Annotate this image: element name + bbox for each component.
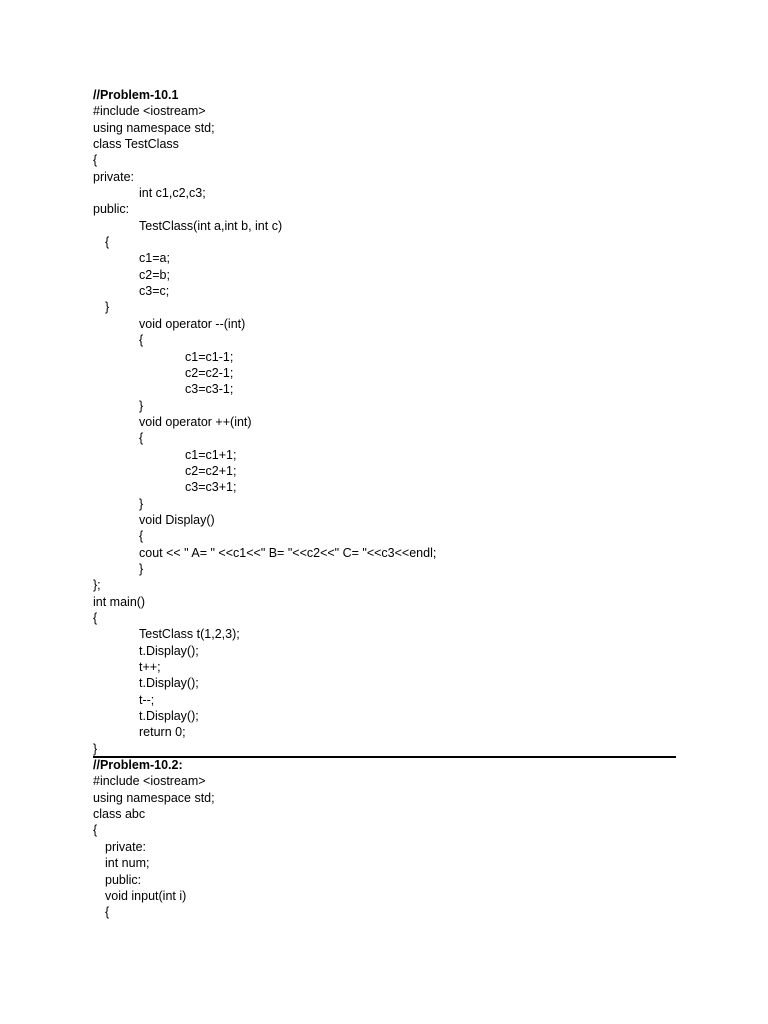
code-line: cout << " A= " <<c1<<" B= "<<c2<<" C= "<<c3<<endl; [139, 545, 437, 560]
code-line: void Display() [139, 512, 215, 527]
code-line: #include <iostream> [93, 104, 206, 119]
code-line: } [139, 561, 144, 576]
code-line: { [105, 905, 110, 920]
problem-heading: //Problem-10.2: [93, 758, 183, 773]
code-line: class TestClass [93, 137, 179, 152]
problem-heading: //Problem-10.1 [93, 88, 179, 102]
code-line: int c1,c2,c3; [139, 186, 206, 201]
code-line: t.Display(); [139, 676, 199, 691]
code-line: void input(int i) [105, 888, 187, 903]
code-line: int num; [105, 856, 150, 871]
code-line: { [105, 235, 110, 250]
code-line: t.Display(); [139, 643, 199, 658]
code-line: c2=b; [139, 267, 170, 282]
code-line: } [139, 398, 144, 413]
code-line: t.Display(); [139, 709, 199, 724]
code-line: { [139, 431, 144, 446]
code-line: c1=c1-1; [185, 349, 234, 364]
code-line: void operator ++(int) [139, 414, 252, 429]
code-line: using namespace std; [93, 790, 215, 805]
code-line: TestClass(int a,int b, int c) [139, 218, 283, 233]
code-line: using namespace std; [93, 120, 215, 135]
code-line: { [93, 153, 98, 168]
code-line: class abc [93, 807, 146, 822]
code-line: }; [93, 578, 101, 593]
code-line: public: [105, 872, 142, 887]
code-line: c1=c1+1; [185, 447, 237, 462]
code-line: } [93, 741, 98, 756]
code-line: { [93, 823, 98, 838]
code-line: int main() [93, 594, 146, 609]
code-line: c3=c; [139, 284, 170, 299]
code-line: private: [105, 839, 146, 854]
code-line: void operator --(int) [139, 316, 246, 331]
code-listing [93, 87, 676, 921]
code-line: c3=c3+1; [185, 480, 237, 495]
code-line: { [93, 611, 98, 625]
code-line: t--; [139, 692, 155, 707]
code-line: { [139, 333, 144, 348]
code-line: return 0; [139, 725, 186, 740]
code-line: c1=a; [139, 251, 170, 266]
code-line: c2=c2-1; [185, 365, 234, 380]
code-line: #include <iostream> [93, 774, 206, 789]
code-line: { [139, 529, 144, 544]
code-line: } [139, 496, 144, 511]
code-line: public: [93, 202, 130, 217]
code-line: private: [93, 169, 134, 184]
code-line: t++; [139, 660, 161, 675]
code-line: } [105, 300, 110, 315]
code-line: TestClass t(1,2,3); [139, 627, 240, 642]
code-line: c3=c3-1; [185, 382, 234, 397]
code-line: c2=c2+1; [185, 463, 237, 478]
